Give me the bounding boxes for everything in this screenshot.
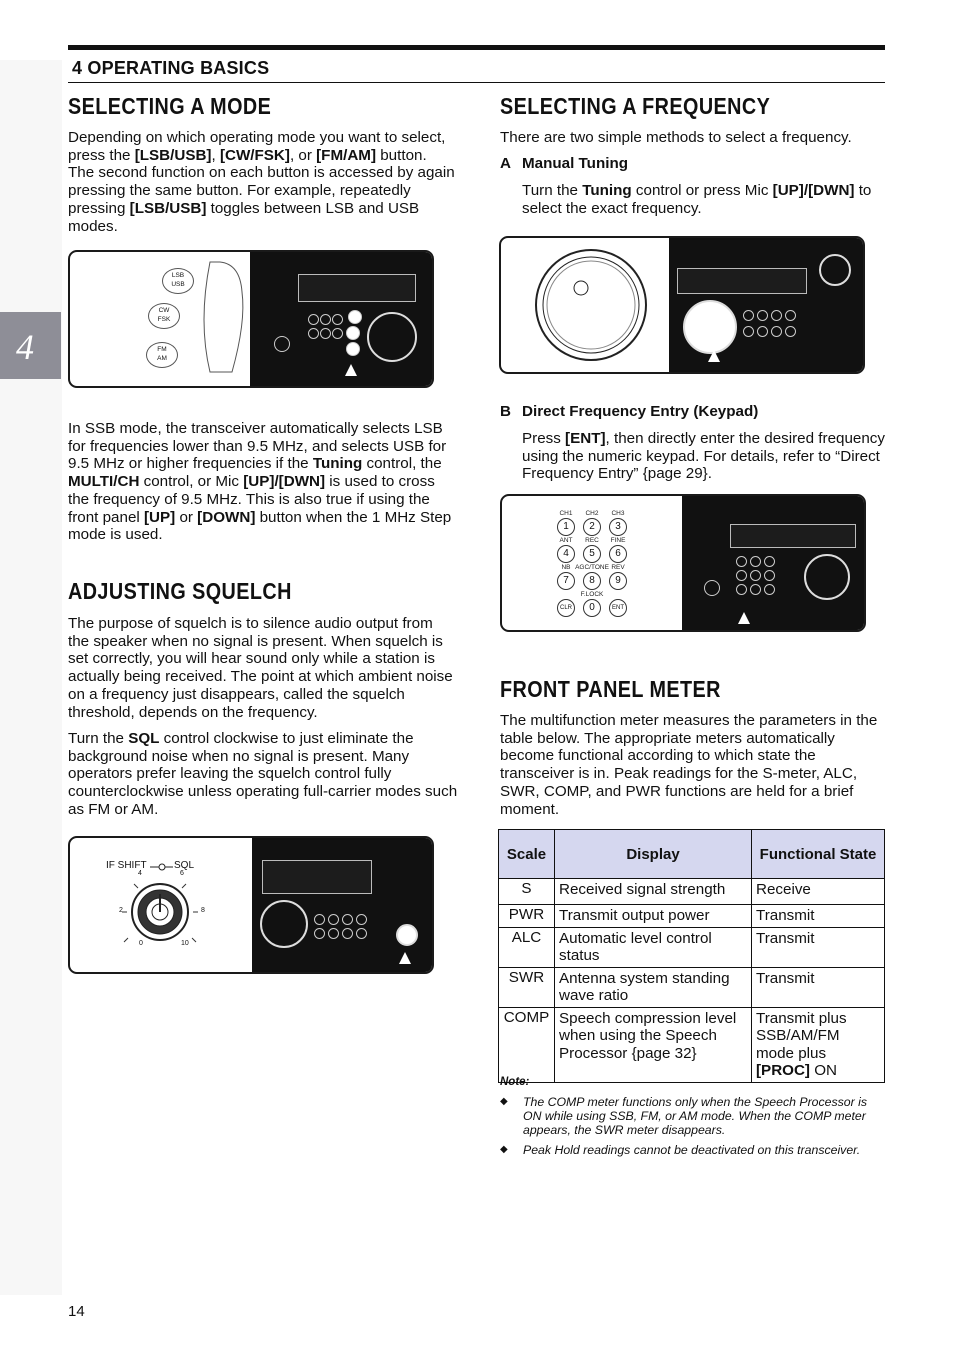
- tuning-knob-icon: [260, 900, 308, 948]
- note-item: [500, 1143, 890, 1159]
- cell-display: Speech compression level when using the Speech Processor {page 32}: [555, 1007, 752, 1082]
- header-rule: [68, 45, 885, 50]
- chapter-header: 4 OPERATING BASICS: [72, 58, 270, 78]
- squelch-figure: [68, 836, 434, 974]
- cell-display: Automatic level control status: [555, 927, 752, 967]
- radio-display: [730, 524, 856, 548]
- table-row: [499, 1007, 885, 1082]
- cell-scale: S: [499, 879, 555, 905]
- chapter-tab-number: 4: [16, 327, 34, 367]
- table-row: [499, 967, 885, 1007]
- keypad-key-1[interactable]: 1: [557, 518, 575, 536]
- subheading-direct-entry: B Direct Frequency Entry (Keypad): [500, 403, 759, 420]
- numeric-keypad: [502, 496, 682, 630]
- heading-selecting-mode: SELECTING A MODE: [68, 93, 272, 119]
- bullet-icon: ◆: [500, 1144, 508, 1155]
- cell-display: Transmit output power: [555, 905, 752, 928]
- tick-label-0: 0: [139, 940, 143, 947]
- pointer-arrow-icon: [345, 364, 357, 376]
- keypad-key-7[interactable]: 7: [557, 572, 575, 590]
- table-row: [499, 927, 885, 967]
- transceiver-panel-image: [682, 496, 864, 630]
- page-number: 14: [68, 1303, 85, 1320]
- mode-buttons-figure: [68, 250, 434, 388]
- radio-display: [677, 268, 807, 294]
- mode-paragraph-2: In SSB mode, the transceiver automatically selects LSB for frequencies lower than 9.5 MHz, and selects USB for 9.5 MHz or higher frequencies if the Tuning control, the MULTI/CH control, or Mic [UP]/[DWN] is used to cross the frequency of 9.5 MHz. This is also true if using the front panel [UP] or [DOWN] button when the 1 MHz Step mode is used.: [68, 420, 452, 544]
- key-label: REV: [611, 564, 625, 571]
- keypad-key-9[interactable]: 9: [609, 572, 627, 590]
- keypad-key-4[interactable]: 4: [557, 545, 575, 563]
- keypad-key-3[interactable]: 3: [609, 518, 627, 536]
- fsk-label: FSK: [157, 316, 171, 323]
- tuning-dial-icon: [501, 238, 671, 372]
- cw-label: CW: [158, 307, 170, 314]
- header-functional-state: Functional State: [752, 830, 885, 879]
- key-label: CH3: [611, 510, 625, 517]
- tick-label-4: 4: [138, 870, 142, 877]
- pointer-arrow-icon: [708, 350, 720, 362]
- header-underline: [68, 82, 885, 83]
- key-label: NB: [561, 564, 571, 571]
- keypad-key-ent[interactable]: ENT: [609, 599, 627, 617]
- header-display: Display: [555, 830, 752, 879]
- chapter-side-tab: [0, 312, 61, 379]
- meter-table-header: [499, 830, 885, 879]
- cell-scale: SWR: [499, 967, 555, 1007]
- radio-display: [262, 860, 372, 894]
- tick-label-8: 8: [201, 907, 205, 914]
- frequency-intro: There are two simple methods to select a frequency.: [500, 129, 852, 146]
- cell-state: Transmit plus SSB/AM/FM mode plus [PROC] ON: [752, 1007, 885, 1082]
- heading-front-panel-meter: FRONT PANEL METER: [500, 676, 721, 702]
- cell-state: Transmit: [752, 905, 885, 928]
- keypad-key-5[interactable]: 5: [583, 545, 601, 563]
- squelch-paragraph-1: The purpose of squelch is to silence audio output from the speaker when no signal is present. When squelch is set correctly, you will hear sound only while a station is actually being received. The point at which ambient noise on a frequency just disappears, called the squelch threshold, depends on the frequency.: [68, 615, 453, 721]
- pointer-arrow-icon: [399, 952, 411, 964]
- key-label: CH2: [585, 510, 599, 517]
- note-text: Peak Hold readings cannot be deactivated on this transceiver.: [523, 1143, 861, 1157]
- sql-knob-highlight-icon: [396, 924, 418, 946]
- mode-paragraph-1: Depending on which operating mode you want to select, press the [LSB/USB], [CW/FSK], or [FM/AM] button. The second function on each button is accessed by again pressing the same button. For example, repeatedly pressing [LSB/USB] toggles between LSB and USB modes.: [68, 129, 455, 235]
- radio-display: [298, 274, 416, 302]
- meter-paragraph: The multifunction meter measures the parameters in the table below. The appropriate meters automatically become functional according to which state the transceiver is in. Peak readings for the S-meter, ALC, SWR, COMP, and PWR functions are held for a brief moment.: [500, 712, 878, 818]
- meter-table: [498, 829, 885, 1083]
- cell-state: Transmit: [752, 927, 885, 967]
- tick-label-10: 10: [181, 940, 189, 947]
- tuning-figure: [499, 236, 865, 374]
- key-label: ANT: [559, 537, 573, 544]
- keypad-key-2[interactable]: 2: [583, 518, 601, 536]
- sql-knob-icon: [70, 838, 250, 972]
- cell-scale: COMP: [499, 1007, 555, 1082]
- key-label: REC: [585, 537, 599, 544]
- key-label: F.LOCK: [580, 591, 604, 598]
- usb-label: USB: [171, 281, 185, 288]
- cell-state: Transmit: [752, 967, 885, 1007]
- am-label: AM: [157, 355, 167, 362]
- small-knob-icon: [819, 254, 851, 286]
- table-row: [499, 905, 885, 928]
- lsb-label: LSB: [171, 272, 185, 279]
- key-label: CH1: [559, 510, 573, 517]
- transceiver-panel-image: [669, 238, 863, 372]
- keypad-key-clr[interactable]: CLR: [557, 599, 575, 617]
- manual-tuning-text: Turn the Tuning control or press Mic [UP]/[DWN] to select the exact frequency.: [522, 182, 872, 217]
- if-shift-label: IF SHIFT: [106, 860, 147, 871]
- transceiver-panel-image: [252, 838, 432, 972]
- tick-label-2: 2: [119, 907, 123, 914]
- table-row: [499, 879, 885, 905]
- tick-label-6: 6: [180, 870, 184, 877]
- fm-am-button[interactable]: [146, 342, 178, 368]
- note-text: The COMP meter functions only when the Speech Processor is ON while using SSB, FM, or AM mode. When the COMP meter appears, the SWR meter disappears.: [523, 1095, 868, 1137]
- note-item: [500, 1095, 890, 1139]
- keypad-key-6[interactable]: 6: [609, 545, 627, 563]
- cell-display: Received signal strength: [555, 879, 752, 905]
- keypad-figure: [500, 494, 866, 632]
- sql-label: SQL: [174, 860, 195, 871]
- cw-fsk-button[interactable]: [148, 303, 180, 329]
- key-label: AGC/TONE: [575, 564, 609, 571]
- note-title: Note:: [500, 1076, 530, 1088]
- key-label: FINE: [610, 537, 626, 544]
- cell-scale: PWR: [499, 905, 555, 928]
- keypad-key-8[interactable]: 8: [583, 572, 601, 590]
- keypad-key-0[interactable]: 0: [583, 599, 601, 617]
- pointer-arrow-icon: [738, 612, 750, 624]
- cell-state: Receive: [752, 879, 885, 905]
- heading-adjusting-squelch: ADJUSTING SQUELCH: [68, 578, 292, 604]
- heading-selecting-frequency: SELECTING A FREQUENCY: [500, 93, 771, 119]
- tuning-knob-icon: [804, 554, 850, 600]
- transceiver-panel-image: [250, 252, 432, 386]
- subheading-manual-tuning: A Manual Tuning: [500, 155, 629, 172]
- header-scale: Scale: [499, 830, 555, 879]
- squelch-paragraph-2: Turn the SQL control clockwise to just eliminate the background noise when no signal is present. Many operators prefer leaving the squelch control fully counterclockwise unless operating full-carrier modes such as FM or AM.: [68, 730, 458, 818]
- cell-display: Antenna system standing wave ratio: [555, 967, 752, 1007]
- direct-entry-text: Press [ENT], then directly enter the desired frequency using the numeric keypad. For details, refer to “Direct Frequency Entry” {page 29}.: [522, 430, 885, 483]
- fm-label: FM: [157, 346, 167, 353]
- bullet-icon: ◆: [500, 1096, 508, 1107]
- tuning-knob-highlight-icon: [683, 300, 737, 354]
- tuning-knob-icon: [367, 312, 417, 362]
- cell-scale: ALC: [499, 927, 555, 967]
- lsb-usb-button[interactable]: [162, 268, 194, 294]
